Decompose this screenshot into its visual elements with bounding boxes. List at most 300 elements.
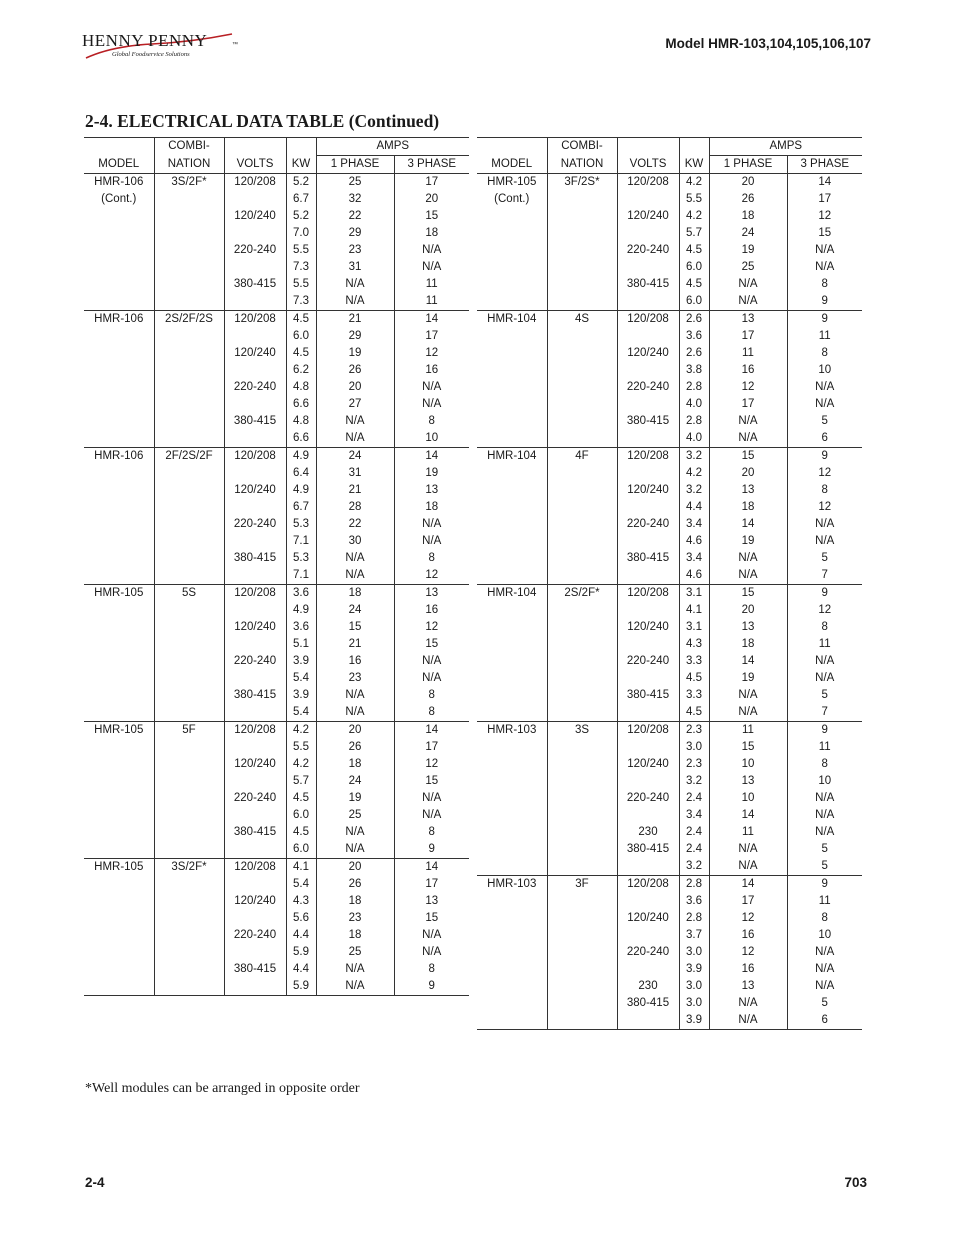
model-cell [84, 516, 154, 533]
volts-cell: 220-240 [224, 927, 286, 944]
combination-cell [547, 944, 617, 961]
kw-cell: 2.3 [679, 722, 709, 740]
volts-cell [224, 910, 286, 927]
amps-1-phase-cell: 27 [316, 396, 394, 413]
combination-cell [154, 653, 224, 670]
table-row [477, 499, 862, 516]
model-cell: HMR-106 [94, 176, 144, 188]
kw-cell: 4.0 [679, 396, 709, 413]
volts-cell [224, 293, 286, 311]
amps-3-phase-cell: 8 [787, 276, 862, 293]
volts-cell [617, 773, 679, 790]
table-row [477, 430, 862, 448]
table-row [477, 293, 862, 311]
footnote: *Well modules can be arranged in opposite order [85, 1081, 360, 1096]
kw-cell: 4.2 [286, 722, 316, 740]
amps-1-phase-cell: 26 [316, 362, 394, 379]
volts-cell: 120/240 [617, 208, 679, 225]
combination-cell [547, 636, 617, 653]
model-cell [84, 944, 154, 961]
volts-cell: 380-415 [617, 550, 679, 567]
amps-3-phase-cell: 5 [787, 995, 862, 1012]
kw-cell: 7.3 [286, 293, 316, 311]
kw-cell: 3.2 [679, 858, 709, 876]
right-electrical-table [477, 137, 862, 1030]
model-cell [477, 430, 547, 448]
table-row [477, 242, 862, 259]
volts-cell: 230 [617, 978, 679, 995]
kw-cell: 3.0 [679, 995, 709, 1012]
volts-cell: 120/240 [224, 893, 286, 910]
kw-cell: 3.7 [679, 927, 709, 944]
combination-cell [154, 790, 224, 807]
model-cell [84, 533, 154, 550]
kw-cell: 2.6 [679, 345, 709, 362]
amps-3-phase-cell: 14 [394, 311, 469, 329]
kw-cell: 4.8 [286, 413, 316, 430]
amps-1-phase-cell: N/A [709, 430, 787, 448]
combination-cell [154, 978, 224, 996]
amps-1-phase-cell: 19 [316, 790, 394, 807]
volts-cell [617, 293, 679, 311]
combination-cell [154, 773, 224, 790]
table-row [84, 636, 469, 653]
kw-cell: 7.1 [286, 533, 316, 550]
amps-3-phase-cell: 11 [787, 328, 862, 345]
model-cell [84, 619, 154, 636]
volts-cell: 120/208 [617, 722, 679, 740]
kw-cell: 2.4 [679, 790, 709, 807]
kw-cell: 3.3 [679, 687, 709, 704]
model-cell [84, 978, 154, 996]
amps-1-phase-cell: 24 [709, 225, 787, 242]
amps-1-phase-cell: 30 [316, 533, 394, 550]
combination-cell: 3S [547, 722, 617, 740]
amps-3-phase-cell: 13 [394, 893, 469, 910]
kw-cell: 5.4 [286, 876, 316, 893]
model-cell [477, 379, 547, 396]
combination-cell [547, 670, 617, 687]
kw-cell: 2.6 [679, 311, 709, 329]
amps-3-phase-cell: 13 [394, 482, 469, 499]
table-row [84, 978, 469, 996]
model-cell [477, 841, 547, 858]
amps-1-phase-cell: 24 [316, 448, 394, 466]
model-cell [477, 516, 547, 533]
volts-cell [224, 978, 286, 996]
header-combi-top: COMBI- [154, 138, 224, 156]
amps-1-phase-cell: 11 [709, 824, 787, 841]
amps-3-phase-cell: N/A [787, 670, 862, 687]
kw-cell: 5.1 [286, 636, 316, 653]
combination-cell [154, 841, 224, 859]
model-cell [477, 807, 547, 824]
table-row [84, 448, 469, 466]
table-row [84, 259, 469, 276]
combination-cell: 4S [547, 311, 617, 329]
model-cell: HMR-104 [477, 585, 547, 603]
table-row [84, 225, 469, 242]
combination-cell [154, 225, 224, 242]
amps-1-phase-cell: N/A [316, 276, 394, 293]
kw-cell: 3.4 [679, 550, 709, 567]
kw-cell: 6.0 [679, 259, 709, 276]
page-number-right: 703 [844, 1175, 867, 1190]
amps-1-phase-cell: 12 [709, 910, 787, 927]
model-cell [477, 927, 547, 944]
amps-3-phase-cell: N/A [787, 807, 862, 824]
kw-cell: 5.7 [286, 773, 316, 790]
volts-cell: 120/208 [224, 722, 286, 740]
volts-cell [224, 259, 286, 276]
volts-cell: 220-240 [224, 242, 286, 259]
combination-cell: 3F/2S* [547, 174, 617, 192]
table-row [477, 876, 862, 894]
combination-cell [547, 293, 617, 311]
model-cell [84, 961, 154, 978]
table-row [84, 910, 469, 927]
header-3-phase: 3 PHASE [394, 156, 469, 174]
header-cell [84, 138, 154, 156]
kw-cell: 6.0 [286, 807, 316, 824]
kw-cell: 5.9 [286, 944, 316, 961]
table-row [84, 482, 469, 499]
model-cell [477, 550, 547, 567]
model-cell [477, 242, 547, 259]
model-cell [477, 396, 547, 413]
combination-cell: 2S/2F* [547, 585, 617, 603]
table-row [477, 978, 862, 995]
model-cell: HMR-105 [487, 176, 537, 188]
model-cell [84, 893, 154, 910]
amps-1-phase-cell: 20 [709, 465, 787, 482]
kw-cell: 4.8 [286, 379, 316, 396]
amps-1-phase-cell: 10 [709, 790, 787, 807]
table-row [477, 362, 862, 379]
amps-3-phase-cell: 11 [787, 893, 862, 910]
combination-cell: 5F [154, 722, 224, 740]
model-cell [84, 653, 154, 670]
amps-3-phase-cell: N/A [394, 807, 469, 824]
amps-3-phase-cell: N/A [394, 670, 469, 687]
amps-1-phase-cell: 21 [316, 636, 394, 653]
amps-3-phase-cell: 14 [394, 448, 469, 466]
amps-1-phase-cell: 13 [709, 619, 787, 636]
header-volts: VOLTS [617, 156, 679, 174]
kw-cell: 4.9 [286, 448, 316, 466]
amps-3-phase-cell: 8 [787, 482, 862, 499]
model-cell [477, 533, 547, 550]
combination-cell: 4F [547, 448, 617, 466]
volts-cell [617, 961, 679, 978]
combination-cell [547, 756, 617, 773]
amps-3-phase-cell: N/A [394, 242, 469, 259]
volts-cell [617, 704, 679, 722]
amps-1-phase-cell: 23 [316, 242, 394, 259]
amps-3-phase-cell: 8 [394, 961, 469, 978]
amps-3-phase-cell: N/A [787, 653, 862, 670]
volts-cell [617, 602, 679, 619]
table-row [84, 893, 469, 910]
amps-1-phase-cell: N/A [709, 858, 787, 876]
volts-cell [617, 396, 679, 413]
amps-1-phase-cell: 28 [316, 499, 394, 516]
table-row [84, 824, 469, 841]
table-row [477, 208, 862, 225]
table-row [477, 311, 862, 329]
table-row [477, 722, 862, 740]
volts-cell: 380-415 [617, 841, 679, 858]
amps-3-phase-cell: N/A [787, 533, 862, 550]
model-cell: HMR-105 [84, 722, 154, 740]
combination-cell: 5S [154, 585, 224, 603]
amps-3-phase-cell: 9 [787, 585, 862, 603]
volts-cell [224, 430, 286, 448]
amps-3-phase-cell: 9 [394, 978, 469, 996]
kw-cell: 4.5 [679, 704, 709, 722]
kw-cell: 2.4 [679, 841, 709, 858]
amps-3-phase-cell: 17 [394, 328, 469, 345]
combination-cell [547, 858, 617, 876]
header-model: MODEL [84, 156, 154, 174]
volts-cell: 120/240 [224, 345, 286, 362]
kw-cell: 4.1 [679, 602, 709, 619]
amps-3-phase-cell: N/A [394, 396, 469, 413]
combination-cell [547, 619, 617, 636]
combination-cell [154, 550, 224, 567]
combination-cell: 3F [547, 876, 617, 894]
kw-cell: 4.6 [679, 567, 709, 585]
table-row [84, 345, 469, 362]
amps-1-phase-cell: 16 [709, 927, 787, 944]
amps-1-phase-cell: N/A [709, 1012, 787, 1030]
amps-3-phase-cell: 15 [394, 636, 469, 653]
amps-3-phase-cell: N/A [394, 653, 469, 670]
table-row [477, 567, 862, 585]
amps-1-phase-cell: 22 [316, 208, 394, 225]
amps-1-phase-cell: 32 [316, 191, 394, 208]
amps-1-phase-cell: 18 [316, 756, 394, 773]
volts-cell [224, 876, 286, 893]
model-cell [477, 739, 547, 756]
amps-3-phase-cell: N/A [787, 790, 862, 807]
kw-cell: 3.6 [679, 328, 709, 345]
combination-cell [154, 293, 224, 311]
table-row [477, 482, 862, 499]
kw-cell: 2.4 [679, 824, 709, 841]
model-cell [477, 259, 547, 276]
model-cell: HMR-105 [84, 585, 154, 603]
combination-cell [547, 208, 617, 225]
amps-1-phase-cell: 11 [709, 345, 787, 362]
volts-cell: 380-415 [224, 276, 286, 293]
kw-cell: 5.3 [286, 550, 316, 567]
table-row [84, 174, 469, 192]
volts-cell [224, 396, 286, 413]
kw-cell: 5.9 [286, 978, 316, 996]
table-row [477, 893, 862, 910]
amps-1-phase-cell: 26 [709, 191, 787, 208]
model-cell [84, 602, 154, 619]
kw-cell: 5.2 [286, 174, 316, 192]
model-cell [477, 567, 547, 585]
amps-3-phase-cell: 17 [394, 174, 469, 192]
amps-3-phase-cell: N/A [394, 944, 469, 961]
amps-1-phase-cell: 25 [316, 174, 394, 192]
header-cell [286, 138, 316, 156]
volts-cell: 120/208 [617, 876, 679, 894]
amps-3-phase-cell: N/A [787, 961, 862, 978]
amps-1-phase-cell: 15 [709, 585, 787, 603]
amps-1-phase-cell: 25 [709, 259, 787, 276]
amps-1-phase-cell: 25 [316, 807, 394, 824]
amps-3-phase-cell: 5 [787, 687, 862, 704]
table-row [477, 858, 862, 876]
combination-cell [154, 499, 224, 516]
amps-3-phase-cell: 9 [787, 311, 862, 329]
kw-cell: 5.3 [286, 516, 316, 533]
volts-cell [617, 739, 679, 756]
model-cell [477, 790, 547, 807]
amps-1-phase-cell: 26 [316, 876, 394, 893]
amps-3-phase-cell: 8 [787, 619, 862, 636]
kw-cell: 7.0 [286, 225, 316, 242]
amps-1-phase-cell: 16 [316, 653, 394, 670]
amps-3-phase-cell: 9 [394, 841, 469, 859]
amps-1-phase-cell: 29 [316, 328, 394, 345]
volts-cell [617, 670, 679, 687]
kw-cell: 7.1 [286, 567, 316, 585]
model-cell [477, 328, 547, 345]
amps-3-phase-cell: 9 [787, 293, 862, 311]
amps-3-phase-cell: 8 [394, 824, 469, 841]
model-cell [477, 345, 547, 362]
amps-3-phase-cell: N/A [394, 790, 469, 807]
section-title: 2-4. ELECTRICAL DATA TABLE (Continued) [85, 111, 440, 131]
amps-3-phase-cell: 11 [787, 636, 862, 653]
model-cell [84, 773, 154, 790]
combination-cell [154, 927, 224, 944]
amps-3-phase-cell: 5 [787, 550, 862, 567]
model-cell [84, 670, 154, 687]
amps-3-phase-cell: N/A [394, 533, 469, 550]
combination-cell [154, 379, 224, 396]
kw-cell: 6.6 [286, 430, 316, 448]
kw-cell: 3.2 [679, 482, 709, 499]
model-cell [84, 482, 154, 499]
amps-3-phase-cell: 17 [394, 876, 469, 893]
page-number-left: 2-4 [85, 1175, 105, 1190]
model-cell [84, 276, 154, 293]
combination-cell [154, 533, 224, 550]
table-row [84, 191, 469, 208]
kw-cell: 4.4 [286, 961, 316, 978]
combination-cell [547, 328, 617, 345]
volts-cell [224, 191, 286, 208]
amps-1-phase-cell: N/A [709, 704, 787, 722]
volts-cell [224, 636, 286, 653]
header-kw: KW [679, 156, 709, 174]
model-cell [477, 465, 547, 482]
volts-cell [224, 362, 286, 379]
amps-1-phase-cell: 20 [316, 379, 394, 396]
combination-cell: 3S/2F* [154, 859, 224, 877]
model-cell [477, 670, 547, 687]
amps-3-phase-cell: 6 [787, 430, 862, 448]
kw-cell: 5.5 [679, 191, 709, 208]
amps-1-phase-cell: 17 [709, 328, 787, 345]
volts-cell: 120/240 [617, 619, 679, 636]
amps-1-phase-cell: N/A [709, 276, 787, 293]
table-row [84, 396, 469, 413]
header-combi-top: COMBI- [547, 138, 617, 156]
model-cell [84, 739, 154, 756]
kw-cell: 5.7 [679, 225, 709, 242]
amps-1-phase-cell: N/A [316, 978, 394, 996]
kw-cell: 4.2 [679, 465, 709, 482]
amps-3-phase-cell: N/A [787, 396, 862, 413]
volts-cell [617, 225, 679, 242]
volts-cell: 220-240 [617, 790, 679, 807]
kw-cell: 3.4 [679, 807, 709, 824]
kw-cell: 4.5 [286, 824, 316, 841]
model-cell [477, 293, 547, 311]
amps-1-phase-cell: 16 [709, 362, 787, 379]
model-cell [477, 704, 547, 722]
volts-cell: 120/240 [224, 482, 286, 499]
header-model: MODEL [477, 156, 547, 174]
table-row [477, 259, 862, 276]
volts-cell: 120/240 [224, 756, 286, 773]
model-cell [477, 1012, 547, 1030]
volts-cell [617, 191, 679, 208]
volts-cell: 220-240 [224, 653, 286, 670]
model-cell [477, 978, 547, 995]
model-cell [477, 413, 547, 430]
amps-3-phase-cell: 15 [394, 773, 469, 790]
amps-1-phase-cell: 24 [316, 773, 394, 790]
combination-cell [547, 927, 617, 944]
combination-cell: 2S/2F/2S [154, 311, 224, 329]
amps-1-phase-cell: N/A [709, 567, 787, 585]
combination-cell [547, 242, 617, 259]
combination-cell [547, 516, 617, 533]
amps-3-phase-cell: N/A [787, 944, 862, 961]
model-cell [477, 773, 547, 790]
header-3-phase: 3 PHASE [787, 156, 862, 174]
henny-penny-logo [82, 24, 242, 64]
table-row [84, 927, 469, 944]
table-row [477, 191, 862, 208]
table-row [84, 841, 469, 859]
combination-cell [154, 807, 224, 824]
amps-1-phase-cell: 25 [316, 944, 394, 961]
model-cell [477, 687, 547, 704]
header-combi-bottom: NATION [547, 156, 617, 174]
amps-1-phase-cell: 13 [709, 311, 787, 329]
amps-3-phase-cell: 16 [394, 602, 469, 619]
combination-cell [547, 482, 617, 499]
table-row [477, 602, 862, 619]
combination-cell [154, 191, 224, 208]
volts-cell [224, 225, 286, 242]
combination-cell [154, 413, 224, 430]
volts-cell [617, 533, 679, 550]
svg-text:™: ™ [232, 42, 238, 48]
volts-cell: 220-240 [617, 653, 679, 670]
model-cell [84, 910, 154, 927]
amps-1-phase-cell: 17 [709, 893, 787, 910]
